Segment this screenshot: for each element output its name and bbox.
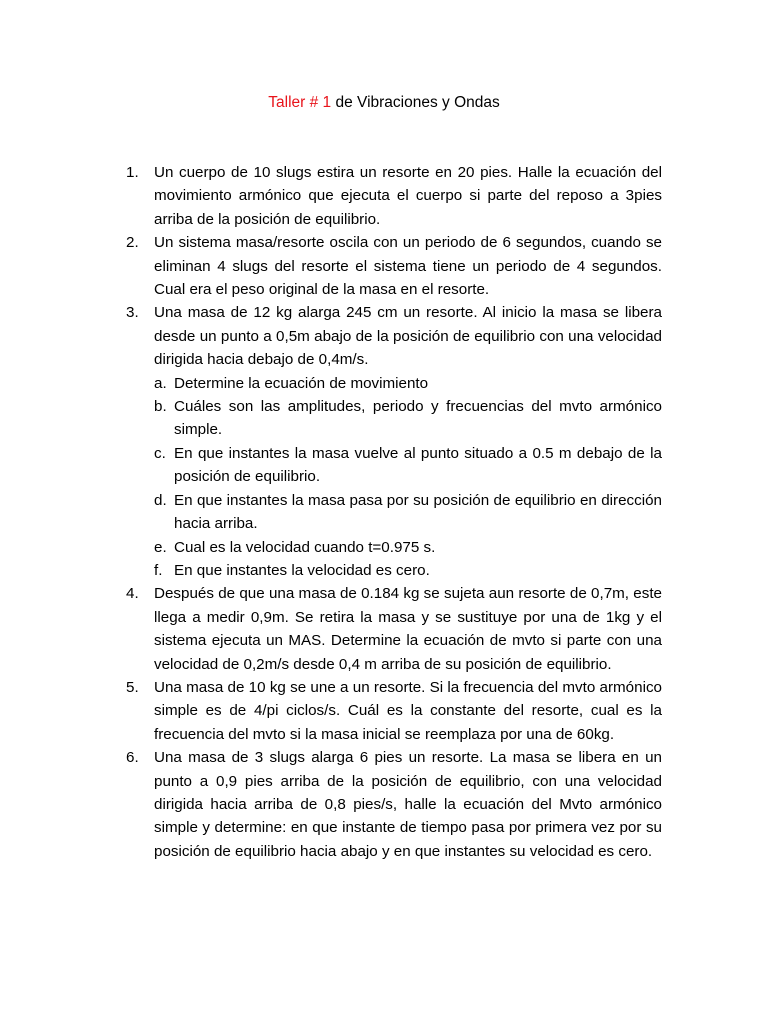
problem-number: 3. xyxy=(126,304,139,322)
subitem-text: En que instantes la masa vuelve al punto situado a 0.5 m debajo de la posición de equilibrio. xyxy=(174,444,662,486)
problem-text: Una masa de 10 kg se une a un resorte. Si la frecuencia del mvto armónico simple es de 4/pi ciclos/s. Cuál es la constante del resorte, cual es la frecuencia del mvto si la masa inicial se reemplaza por una de 60kg. xyxy=(154,678,662,743)
subitem xyxy=(126,395,662,442)
problem-item xyxy=(126,582,662,676)
problem-item xyxy=(126,746,662,863)
subitem xyxy=(126,372,662,395)
page-title xyxy=(0,92,768,114)
problem-item xyxy=(126,161,662,231)
problem-text: Un cuerpo de 10 slugs estira un resorte en 20 pies. Halle la ecuación del movimiento armónico que ejecuta el cuerpo si parte del reposo a 3pies arriba de la posición de equilibrio. xyxy=(154,164,662,228)
problem-text: Un sistema masa/resorte oscila con un periodo de 6 segundos, cuando se eliminan 4 slugs del resorte el sistema tiene un periodo de 4 segundos. Cual era el peso original de la masa en el resorte. xyxy=(154,234,662,299)
subitem xyxy=(126,559,662,582)
problem-text: Una masa de 3 slugs alarga 6 pies un resorte. La masa se libera en un punto a 0,9 pies arriba de la posición de equilibrio, con una velocidad dirigida hacia arriba de 0,8 pies/s, halle la ecuación del Mvto armónico simple y determine: en que instante de tiempo pasa por primera vez por su posición de equilibrio hacia abajo y en que instantes su velocidad es cero. xyxy=(154,749,662,860)
problem-list xyxy=(126,161,662,863)
subitem-text: Cual es la velocidad cuando t=0.975 s. xyxy=(174,538,436,556)
subitem-letter: c. xyxy=(154,444,166,462)
subitem-letter: a. xyxy=(154,374,167,392)
subitem-letter: e. xyxy=(154,538,167,556)
subitem-text: Cuáles son las amplitudes, periodo y frecuencias del mvto armónico simple. xyxy=(174,398,662,439)
problem-item xyxy=(126,231,662,301)
subitem-letter: f. xyxy=(154,561,163,579)
problem-item xyxy=(126,676,662,746)
problem-text: Una masa de 12 kg alarga 245 cm un resorte. Al inicio la masa se libera desde un punto a 0,5m abajo de la posición de equilibrio con una velocidad dirigida hacia debajo de 0,4m/s. xyxy=(154,304,662,369)
title-rest: de Vibraciones y Ondas xyxy=(331,94,500,111)
subitem-letter: d. xyxy=(154,491,167,509)
subitem xyxy=(126,489,662,536)
subitem-text: En que instantes la velocidad es cero. xyxy=(174,561,430,579)
problem-number: 2. xyxy=(126,234,139,252)
subitem-letter: b. xyxy=(154,398,167,416)
subitem xyxy=(126,536,662,559)
problem-number: 6. xyxy=(126,749,139,767)
subitem xyxy=(126,442,662,489)
problem-item xyxy=(126,301,662,371)
problem-text: Después de que una masa de 0.184 kg se sujeta aun resorte de 0,7m, este llega a medir 0,9m. Se retira la masa y se sustituye por una de 1kg y el sistema ejecuta un MAS. Determine la ecuación de mvto si parte con una velocidad de 0,2m/s desde 0,4 m arriba de su posición de equilibrio. xyxy=(154,585,662,673)
problem-number: 5. xyxy=(126,678,139,696)
title-prefix: Taller # 1 xyxy=(268,94,332,111)
problem-number: 4. xyxy=(126,585,139,603)
subitem-text: En que instantes la masa pasa por su posición de equilibrio en dirección hacia arriba. xyxy=(174,491,662,533)
problem-number: 1. xyxy=(126,164,139,181)
subitem-text: Determine la ecuación de movimiento xyxy=(174,374,429,392)
